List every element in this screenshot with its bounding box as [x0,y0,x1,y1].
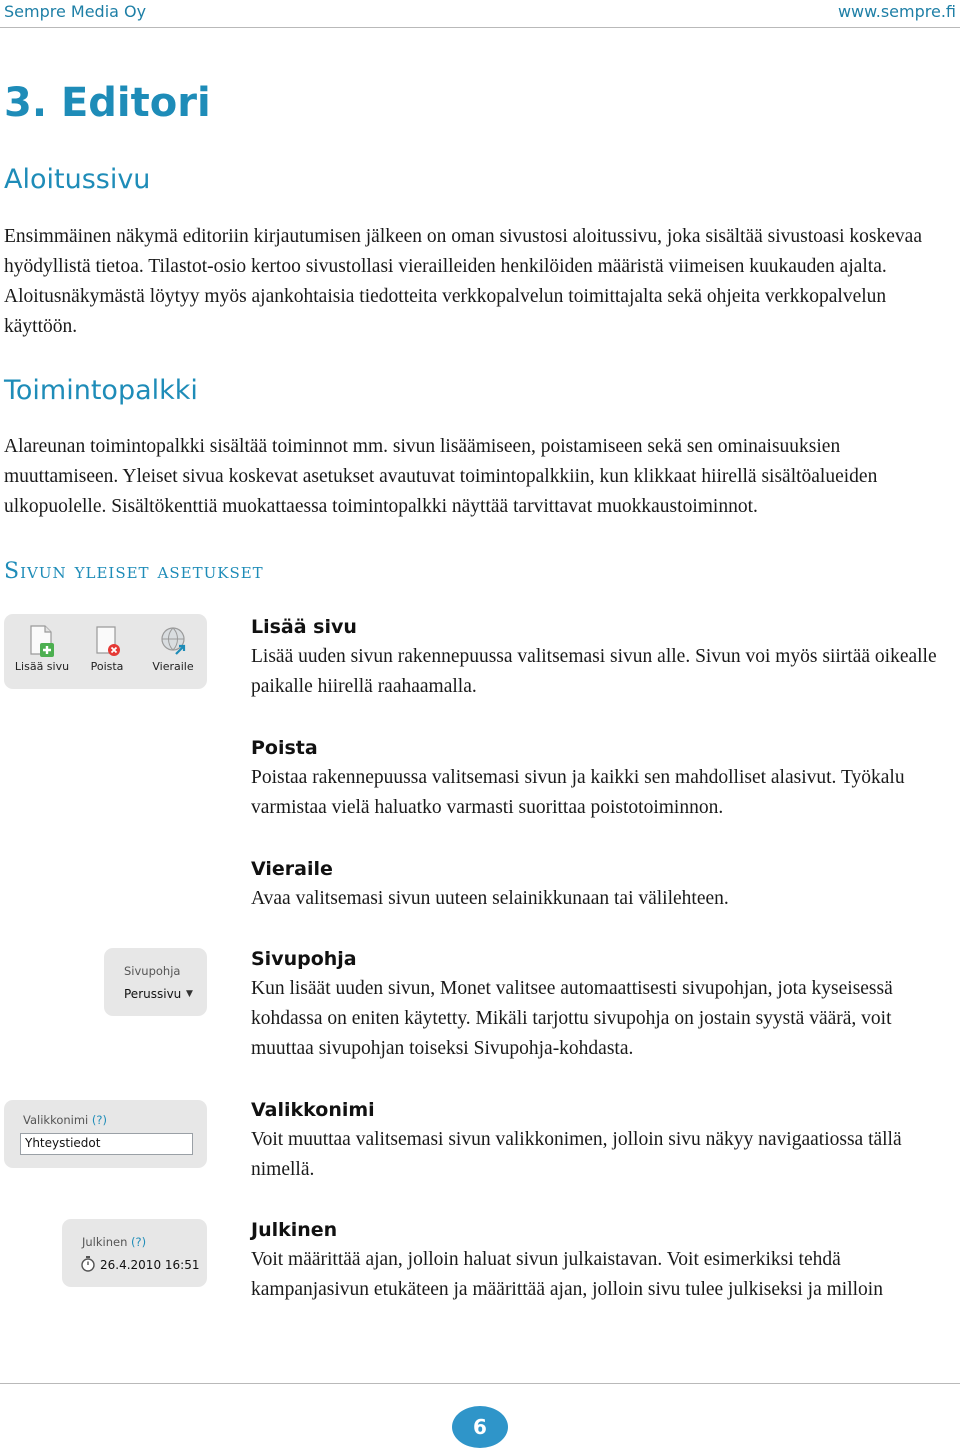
item-title: Poista [251,737,318,759]
add-page-icon [27,624,57,658]
item-title: Valikkonimi [251,1099,375,1121]
item-description: Poistaa rakennepuussa valitsemasi sivun ja kaikki sen mahdolliset alasivut. Työkalu varmistaa vielä haluatko varmasti suorittaa poistotoiminnon. [251,767,905,818]
item-title: Julkinen [251,1219,338,1241]
delete-page-label: Poista [90,660,124,673]
chevron-down-icon: ▼ [186,989,193,999]
item-template [251,944,956,1064]
delete-page-button[interactable] [74,624,140,673]
publish-label: Julkinen (?) [82,1235,147,1249]
item-add-page [251,612,956,702]
menu-name-panel [4,1100,207,1168]
toimintopalkki-paragraph: Alareunan toimintopalkki sisältää toiminnot mm. sivun lisäämiseen, poistamiseen sekä sen ominaisuuksien muuttamiseen. Yleiset sivua koskevat asetukset avautuvat toimintopalkkiin, kun klikkaat hiirellä sisältöalueiden ulkopuolelle. Sisältökenttiä muokattaessa toimintopalkki näyttää tarvittavat muokkaustoiminnot. [4,436,878,517]
template-selected-value: Perussivu [124,987,182,1001]
menu-name-label: Valikkonimi (?) [23,1113,107,1127]
globe-icon [158,624,188,658]
section-heading-aloitussivu: Aloitussivu [4,164,151,195]
section-heading-toimintopalkki: Toimintopalkki [4,375,198,406]
item-title: Vieraile [251,858,333,880]
aloitussivu-paragraph: Ensimmäinen näkymä editoriin kirjautumisen jälkeen on oman sivustosi aloitussivu, joka sisältää sivustoasi koskevaa hyödyllistä tietoa. Tilastot-osio kertoo sivustollasi vierailleiden henkilöiden määristä viimeisen kuukauden ajalta. Aloitusnäkymästä löytyy myös ajankohtaisia tiedotteita verkkopalvelun toimittajalta sekä ohjeita verkkopalvelun käyttöön. [4,226,922,337]
item-description: Kun lisäät uuden sivun, Monet valitsee automaattisesti sivupohjan, jota kyseisessä kohdassa on eniten käytetty. Mikäli tarjottu sivupohja on jostain syystä väärä, voit muuttaa sivupohjan toiseksi Sivupohja-kohdasta. [251,978,893,1059]
help-icon[interactable]: (?) [131,1235,147,1249]
item-description: Lisää uuden sivun rakennepuussa valitsemasi sivun alle. Sivun voi myös siirtää oikealle paikalle hiirellä raahaamalla. [251,646,937,697]
header-divider [0,27,960,28]
menu-name-value: Yhteystiedot [25,1136,101,1150]
visit-page-label: Vieraile [152,660,194,673]
template-panel [104,948,207,1016]
page-header [4,0,956,26]
add-page-label: Lisää sivu [14,660,70,673]
page-toolbar [4,614,207,689]
section-heading-yleiset-asetukset: Sivun yleiset asetukset [4,559,264,584]
publish-panel [62,1219,207,1287]
page-title: 3. Editori [4,80,211,126]
template-select[interactable] [124,987,204,1005]
item-description: Avaa valitsemasi sivun uuteen selainikkunaan tai välilehteen. [251,888,729,909]
stopwatch-icon[interactable] [81,1256,95,1272]
visit-page-button[interactable] [140,624,206,673]
item-description: Voit muuttaa valitsemasi sivun valikkonimen, jolloin sivu näkyy navigaatiossa tällä nimellä. [251,1129,902,1180]
publish-datetime[interactable]: 26.4.2010 16:51 [100,1258,200,1272]
company-name: Sempre Media Oy [4,2,147,21]
item-delete [251,733,956,823]
add-page-button[interactable] [9,624,75,673]
item-menu-name [251,1095,956,1185]
item-publish [251,1215,956,1305]
delete-page-icon [92,624,122,658]
help-icon[interactable]: (?) [91,1113,107,1127]
item-visit [251,854,956,914]
footer-divider [0,1383,960,1384]
item-title: Sivupohja [251,948,357,970]
item-title: Lisää sivu [251,616,357,638]
page-number-badge: 6 [452,1406,508,1448]
website-url[interactable]: www.sempre.fi [837,2,956,21]
template-label: Sivupohja [124,964,181,978]
menu-name-input[interactable] [20,1133,193,1155]
item-description: Voit määrittää ajan, jolloin haluat sivun julkaistavan. Voit esimerkiksi tehdä kampanjasivun etukäteen ja määrittää ajan, jolloin sivu tulee julkiseksi ja milloin [251,1249,883,1300]
